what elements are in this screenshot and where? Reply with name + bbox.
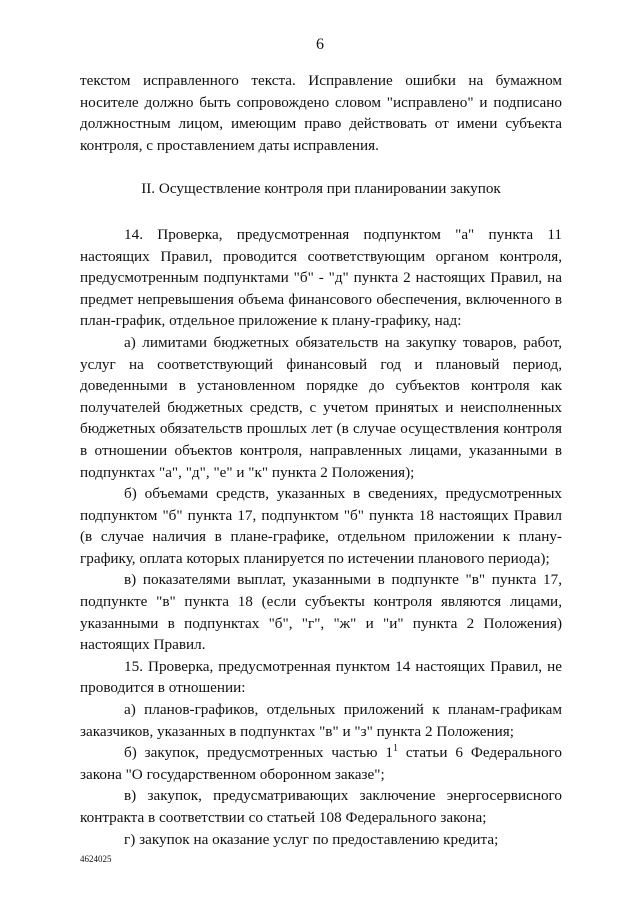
paragraph-15-b — [80, 742, 562, 785]
document-id: 4624025 — [80, 854, 112, 864]
paragraph-14-a: а) лимитами бюджетных обязательств на закупку товаров, работ, услуг на соответствующий финансовый год и плановый период, доведенными в установленном порядке до субъектов контроля как получателей бюджетных средств, с учетом принятых и неисполненных бюджетных обязательств прошлых лет (в случае осуществления контроля в отношении объектов контроля, направленных лицами, указанными в подпунктах "а", "д", "е" и "к" пункта 2 Положения); — [80, 333, 562, 481]
superscript-index: 1 — [392, 743, 398, 755]
paragraph-15-b-start: б) закупок, предусмотренных частью 1 — [124, 744, 393, 762]
page-number: 6 — [316, 36, 324, 53]
paragraph-14-v: в) показателями выплат, указанными в подпункте "в" пункта 17, подпункте "в" пункта 18 (если субъекты контроля являются лицами, указанными в подпунктах "б", "г", "ж" и "и" пункта 2 Положения) настоящих Правил. — [80, 571, 562, 654]
paragraph-15-a: а) планов-графиков, отдельных приложений к планам-графикам заказчиков, указанных в подпунктах "в" и "з" пункта 2 Положения; — [80, 701, 562, 740]
paragraph-15-v: в) закупок, предусматривающих заключение энергосервисного контракта в соответствии со статьей 108 Федерального закона; — [80, 787, 562, 826]
paragraph-15-b-end: статьи 6 Федерального закона "О государственном оборонном заказе"; — [80, 744, 563, 783]
paragraph-15-g: г) закупок на оказание услуг по предоставлению кредита; — [124, 830, 499, 848]
paragraph-14-b: б) объемами средств, указанных в сведениях, предусмотренных подпунктом "б" пункта 17, подпунктом "б" пункта 18 настоящих Правил (в случае наличия в плане-графике, отдельном приложении к плану-графику, оплата которых планируется по истечении планового периода); — [80, 485, 562, 567]
paragraph-continuation: текстом исправленного текста. Исправление ошибки на бумажном носителе должно быть сопровождено словом "исправлено" и подписано должностным лицом, имеющим право действовать от имени субъекта контроля, с проставлением даты исправления. — [80, 72, 562, 154]
document-body — [80, 70, 562, 850]
paragraph-14: 14. Проверка, предусмотренная подпунктом "а" пункта 11 настоящих Правил, проводится соответствующим органом контроля, предусмотренным подпунктами "б" - "д" пункта 2 настоящих Правил, на предмет непревышения объема финансового обеспечения, включенного в план-график, отдельное приложение к плану-графику, над: — [80, 225, 562, 330]
section-title: II. Осуществление контроля при планировании закупок — [141, 180, 501, 198]
paragraph-15: 15. Проверка, предусмотренная пунктом 14 настоящих Правил, не проводится в отношении: — [80, 657, 562, 697]
